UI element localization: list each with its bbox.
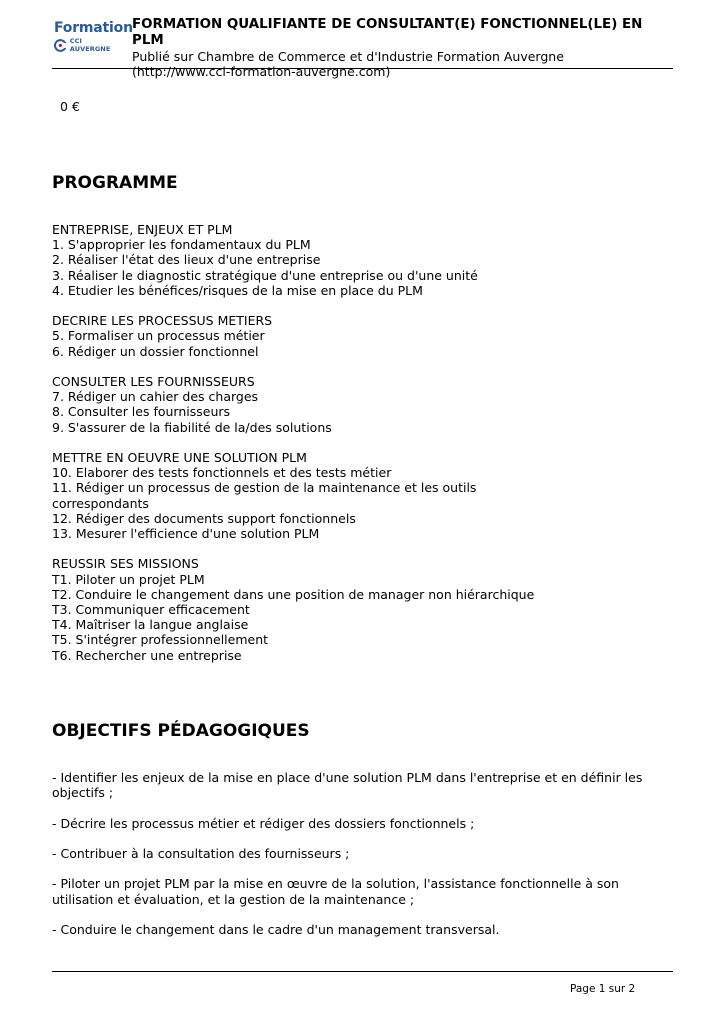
header-text	[132, 17, 677, 79]
programme-group	[52, 556, 552, 662]
price: 0 €	[60, 99, 80, 114]
programme-group	[52, 222, 552, 298]
objectif-item: - Conduire le changement dans le cadre d'un management transversal.	[52, 921, 500, 937]
programme-group	[52, 313, 552, 359]
objectif-item: - Contribuer à la consultation des fournisseurs ;	[52, 845, 350, 861]
programme-item: 9. S'assurer de la fiabilité de la/des solutions	[52, 419, 332, 435]
programme-item: 6. Rédiger un dossier fonctionnel	[52, 343, 259, 359]
programme-group-heading: REUSSIR SES MISSIONS	[52, 556, 199, 572]
programme-item: T2. Conduire le changement dans une position de manager non hiérarchique	[52, 586, 535, 602]
programme-item: 2. Réaliser l'état des lieux d'une entreprise	[52, 252, 321, 268]
programme-item: T6. Rechercher une entreprise	[52, 647, 242, 663]
programme-item: T3. Communiquer efficacement	[52, 602, 250, 618]
programme-item: 4. Etudier les bénéfices/risques de la mise en place du PLM	[52, 282, 423, 298]
programme-group-heading: METTRE EN OEUVRE UNE SOLUTION PLM	[52, 450, 307, 465]
logo-sub	[54, 38, 124, 52]
page-header	[52, 14, 673, 79]
programme-title: PROGRAMME	[52, 173, 178, 193]
programme-group-heading: DECRIRE LES PROCESSUS METIERS	[52, 313, 273, 329]
programme-item: T1. Piloter un projet PLM	[52, 571, 205, 587]
programme-group	[52, 374, 552, 435]
programme-item: 12. Rédiger des documents support fonctionnels	[52, 510, 356, 526]
cci-mark-icon	[54, 39, 67, 52]
document-title: FORMATION QUALIFIANTE DE CONSULTANT(E) FONCTIONNEL(LE) EN PLM	[132, 17, 643, 48]
programme-item: 1. S'approprier les fondamentaux du PLM	[52, 237, 311, 253]
objectif-item: - Piloter un projet PLM par la mise en œuvre de la solution, l'assistance fonctionnelle à son utilisation et évaluation, et la gestion de la maintenance ;	[52, 876, 619, 907]
programme-item: T5. S'intégrer professionnellement	[52, 632, 269, 648]
source-url: (http://www.cci-formation-auvergne.com)	[132, 64, 391, 79]
logo-main-text: Formation	[54, 20, 133, 36]
page-number: Page 1 sur 2	[570, 983, 636, 995]
cci-formation-logo	[54, 20, 133, 53]
footer-divider	[52, 971, 673, 972]
programme-item: T4. Maîtriser la langue anglaise	[52, 617, 249, 633]
objectifs-title: OBJECTIFS PÉDAGOGIQUES	[52, 721, 310, 741]
programme-group	[52, 450, 552, 541]
objectifs-list	[52, 770, 672, 952]
objectif-item: - Identifier les enjeux de la mise en place d'une solution PLM dans l'entreprise et en définir les objectifs ;	[52, 770, 643, 801]
programme-group-heading: ENTREPRISE, ENJEUX ET PLM	[52, 222, 233, 237]
programme-list	[52, 222, 552, 678]
programme-item: 3. Réaliser le diagnostic stratégique d'une entreprise ou d'une unité	[52, 267, 478, 283]
logo-sub-text: CCI AUVERGNE	[69, 37, 111, 53]
programme-item: 7. Rédiger un cahier des charges	[52, 389, 259, 405]
programme-item: 8. Consulter les fournisseurs	[52, 404, 231, 420]
programme-item: 11. Rédiger un processus de gestion de la maintenance et les outils correspondants	[52, 480, 477, 511]
programme-item: 5. Formaliser un processus métier	[52, 328, 265, 344]
objectif-item: - Décrire les processus métier et rédiger des dossiers fonctionnels ;	[52, 815, 475, 831]
programme-item: 13. Mesurer l'efficience d'une solution PLM	[52, 526, 320, 542]
published-line: Publié sur Chambre de Commerce et d'Industrie Formation Auvergne	[132, 49, 564, 64]
programme-group-heading: CONSULTER LES FOURNISSEURS	[52, 374, 255, 389]
programme-item: 10. Elaborer des tests fonctionnels et des tests métier	[52, 465, 392, 481]
